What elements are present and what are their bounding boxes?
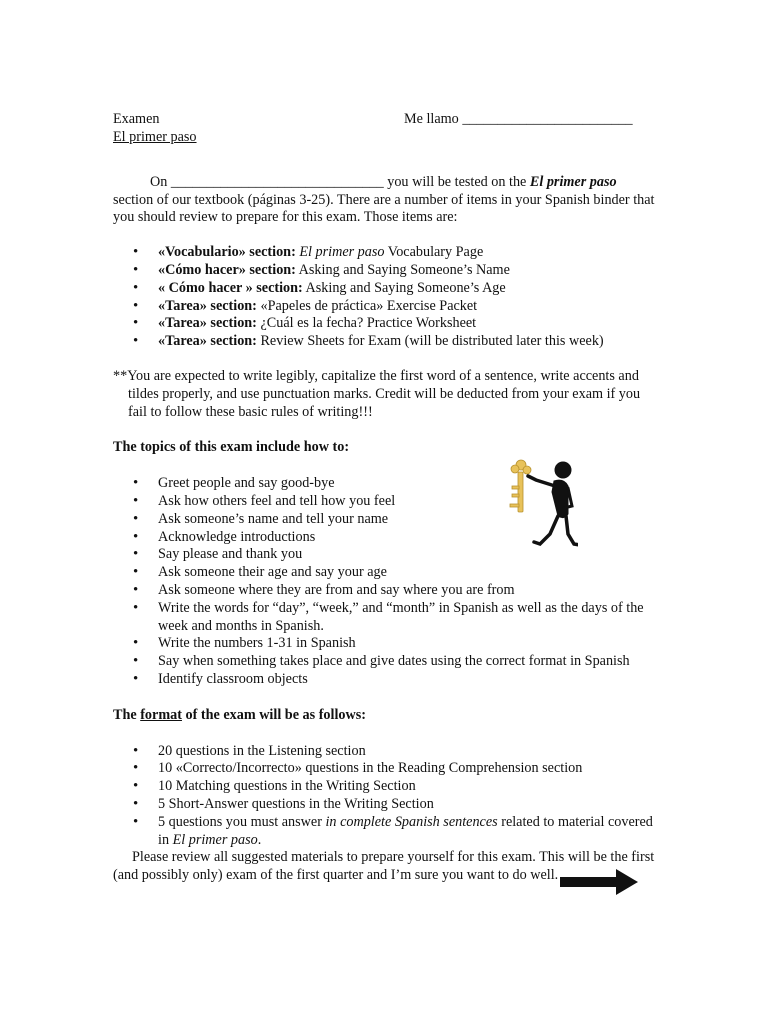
intro-paragraph <box>113 174 658 227</box>
list-item: • « Cómo hacer » section: Asking and Saying Someone’s Age <box>113 280 658 298</box>
list-item: • Greet people and say good-bye <box>113 475 658 493</box>
header-row <box>113 111 658 129</box>
list-item: • Write the words for “day”, “week,” and “month” in Spanish as well as the days of the week and months in Spanish. <box>113 600 658 636</box>
list-item: • 10 Matching questions in the Writing Section <box>113 778 658 796</box>
name-field-label: Me llamo ________________________ <box>404 111 633 127</box>
stick-figure-holding-key-icon <box>506 456 578 552</box>
list-item: • Ask someone their age and say your age <box>113 564 658 582</box>
list-item: • «Vocabulario» section: El primer paso Vocabulary Page <box>113 244 658 262</box>
list-item: • 20 questions in the Listening section <box>113 743 658 761</box>
list-item: • Acknowledge introductions <box>113 529 658 547</box>
list-item: • Write the numbers 1-31 in Spanish <box>113 635 658 653</box>
list-item: • Ask someone’s name and tell your name <box>113 511 658 529</box>
format-list <box>113 743 658 850</box>
intro-text-start: On ______________________________ you will be tested on the <box>150 173 530 190</box>
chapter-subtitle: El primer paso <box>113 129 197 145</box>
list-item: • Say when something takes place and give dates using the correct format in Spanish <box>113 653 658 671</box>
list-item: • 5 Short-Answer questions in the Writing Section <box>113 796 658 814</box>
list-item: • Identify classroom objects <box>113 671 658 689</box>
list-item: • «Tarea» section: Review Sheets for Exam (will be distributed later this week) <box>113 333 658 351</box>
list-item: • «Tarea» section: ¿Cuál es la fecha? Practice Worksheet <box>113 315 658 333</box>
topics-heading: The topics of this exam include how to: <box>113 439 350 456</box>
exam-title: Examen <box>113 111 160 127</box>
review-items-list <box>113 244 658 351</box>
right-arrow-icon <box>560 869 638 895</box>
intro-text-end: section of our textbook (páginas 3-25). There are a number of items in your Spanish binder that you should review to prepare for this exam. Those items are: <box>113 191 655 226</box>
list-item: • 5 questions you must answer in complete Spanish sentences related to material covered in El primer paso. <box>113 814 658 850</box>
list-item: • «Tarea» section: «Papeles de práctica» Exercise Packet <box>113 298 658 316</box>
list-item: • Say please and thank you <box>113 546 658 564</box>
intro-chapter-name: El primer paso <box>529 173 617 190</box>
writing-rules-note: **You are expected to write legibly, capitalize the first word of a sentence, write accents and tildes properly, and use punctuation marks. Credit will be deducted from your exam if you fail to follow these basic rules of writing!!! <box>113 367 641 420</box>
format-heading: The format of the exam will be as follows: <box>113 706 366 723</box>
closing-paragraph: Please review all suggested materials to prepare yourself for this exam. This will be the first (and possibly only) exam of the first quarter and I’m sure you want to do well. <box>113 849 655 884</box>
list-item: • Ask someone where they are from and say where you are from <box>113 582 658 600</box>
list-item: • Ask how others feel and tell how you feel <box>113 493 658 511</box>
list-item: • 10 «Correcto/Incorrecto» questions in the Reading Comprehension section <box>113 760 658 778</box>
list-item: • «Cómo hacer» section: Asking and Saying Someone’s Name <box>113 262 658 280</box>
